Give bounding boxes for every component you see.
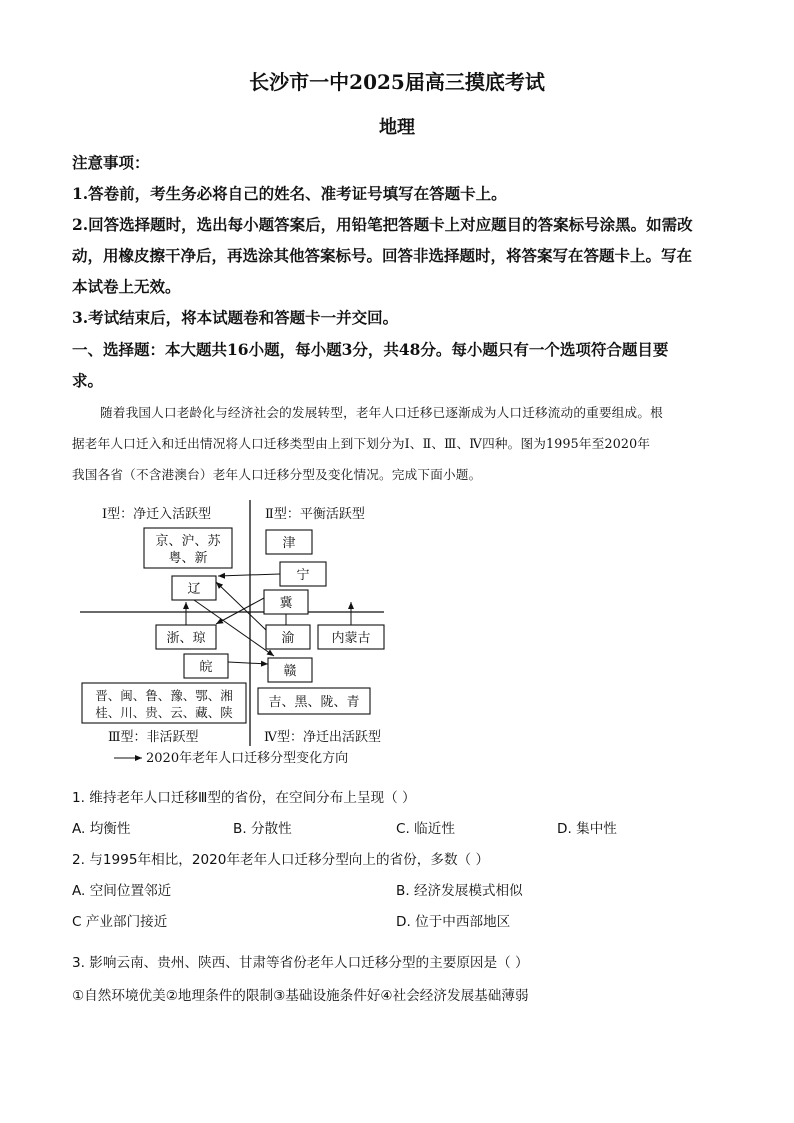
legend-text: 2020年老年人口迁移分型变化方向 (146, 751, 349, 766)
box-gan-text: 赣 (283, 664, 297, 679)
arrow-ning-to-liao (218, 574, 280, 576)
section-heading: 一、选择题：本大题共16小题，每小题3分，共48分。每小题只有一个选项符合题目要 (72, 340, 669, 359)
question-2-stem: 2. 与1995年相比，2020年老年人口迁移分型向上的省份，多数（ ） (72, 852, 490, 868)
quadrant-3-label: Ⅲ型：非活跃型 (108, 730, 199, 745)
exam-title: 长沙市一中2025届高三摸底考试 (249, 70, 545, 94)
question-1-option-c: C. 临近性 (396, 821, 455, 837)
intro-line-3: 我国各省（不含港澳台）老年人口迁移分型及变化情况。完成下面小题。 (72, 467, 482, 482)
notice-item-3: 3.考试结束后，将本试题卷和答题卡一并交回。 (72, 308, 399, 327)
question-1-stem: 1. 维持老年人口迁移Ⅲ型的省份，在空间分布上呈现（ ） (72, 790, 416, 806)
notice-item-2-end: 本试卷上无效。 (72, 277, 181, 296)
subject-title: 地理 (379, 117, 415, 138)
question-2-option-d: D. 位于中西部地区 (396, 914, 511, 930)
box-yu-text: 渝 (281, 631, 295, 646)
box-yue-xin-text: 粤、新 (168, 551, 208, 566)
box-wan-text: 皖 (199, 660, 213, 675)
quadrant-1-label: Ⅰ型：净迁入活跃型 (102, 507, 212, 522)
box-type3-line2: 桂、川、贵、云、藏、陕 (95, 705, 233, 720)
question-1-option-d: D. 集中性 (557, 821, 617, 837)
quadrant-4-label: Ⅳ型：净迁出活跃型 (264, 730, 381, 745)
box-neimenggu-text: 内蒙古 (331, 631, 371, 646)
notice-item-2-cont: 动，用橡皮擦干净后，再选涂其他答案标号。回答非选择题时，将答案写在答题卡上。写在 (72, 246, 693, 265)
arrow-yu-to-liao (216, 582, 266, 630)
question-1-option-b: B. 分散性 (233, 821, 292, 837)
box-ji-text: 冀 (279, 596, 293, 611)
arrow-wan-to-gan (228, 662, 268, 664)
section-heading-cont: 求。 (72, 371, 104, 390)
box-type4-text: 吉、黑、陇、青 (268, 695, 360, 710)
notice-item-2: 2.回答选择题时，选出每小题答案后，用铅笔把答题卡上对应题目的答案标号涂黑。如需改 (72, 215, 693, 234)
question-3-stem: 3. 影响云南、贵州、陕西、甘肃等省份老年人口迁移分型的主要原因是（ ） (72, 955, 529, 971)
question-2-option-b: B. 经济发展模式相似 (396, 883, 523, 899)
question-2-option-c: C 产业部门接近 (72, 914, 168, 930)
box-jing-hu-su-text: 京、沪、苏 (155, 534, 221, 549)
box-type3-line1: 晋、闽、鲁、豫、鄂、湘 (95, 688, 233, 703)
arrow-ji-to-zhe (216, 598, 264, 624)
box-zhe-qiong-text: 浙、琼 (166, 631, 206, 646)
question-2-option-a: A. 空间位置邻近 (72, 883, 172, 899)
intro-line-1: 随着我国人口老龄化与经济社会的发展转型，老年人口迁移已逐渐成为人口迁移流动的重要组成。根 (100, 405, 663, 420)
notice-heading: 注意事项： (72, 153, 150, 172)
quadrant-2-label: Ⅱ型：平衡活跃型 (265, 507, 365, 522)
intro-line-2: 据老年人口迁入和迁出情况将人口迁移类型由上到下划分为Ⅰ、Ⅱ、Ⅲ、Ⅳ四种。图为1995年至2020年 (72, 436, 651, 451)
box-ning-text: 宁 (296, 568, 310, 583)
question-1-option-a: A. 均衡性 (72, 821, 131, 837)
box-jin-text: 津 (282, 536, 296, 551)
box-liao-text: 辽 (187, 582, 201, 597)
migration-type-diagram (78, 498, 388, 770)
question-3-statements: ①自然环境优美②地理条件的限制③基础设施条件好④社会经济发展基础薄弱 (72, 988, 529, 1004)
notice-item-1: 1.答卷前，考生务必将自己的姓名、准考证号填写在答题卡上。 (72, 184, 507, 203)
